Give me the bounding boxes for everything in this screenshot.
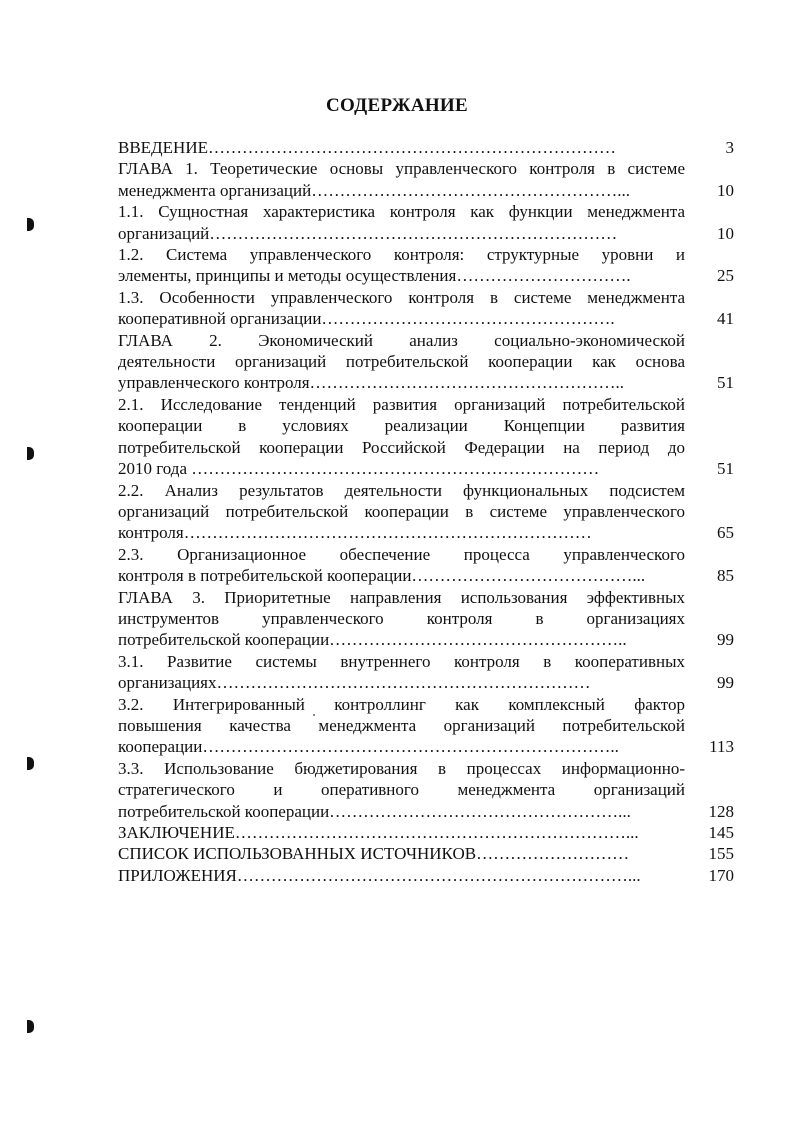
toc-entry-line: потребительской кооперации Российской Федерации на период до: [118, 437, 685, 457]
toc-entry-line: потребительской кооперации……………………………………………...: [118, 801, 631, 821]
toc-entry-line: СПИСОК ИСПОЛЬЗОВАННЫХ ИСТОЧНИКОВ………………………: [118, 844, 630, 864]
toc-page-number: 10: [717, 180, 734, 200]
toc-page-number: 51: [717, 373, 734, 393]
toc-entry-line: инструментов управленческого контроля в организациях: [118, 608, 685, 628]
toc-page-number: 99: [717, 630, 734, 650]
toc-entry-line: повышения качества менеджмента организаций потребительской: [118, 715, 685, 735]
binding-hole-mark: [27, 447, 34, 460]
toc-entry-line: 3.2. Интегрированный контроллинг как комплексный фактор: [118, 694, 685, 714]
toc-entry-line: организаций………………………………………………………………: [118, 223, 618, 243]
toc-page-number: 113: [709, 737, 734, 757]
toc-page-number: 41: [717, 309, 734, 329]
toc-entry: [118, 158, 738, 201]
toc-page-number: 51: [717, 459, 734, 479]
toc-entry: [118, 822, 738, 843]
toc-entry: [118, 865, 738, 886]
toc-entry: [118, 201, 738, 244]
toc-entry-line: менеджмента организаций………………………………………………...: [118, 180, 630, 200]
toc-entry: [118, 694, 738, 758]
toc-entry: [118, 394, 738, 480]
toc-entry-line: ВВЕДЕНИЕ………………………………………………………………: [118, 138, 616, 157]
toc-entry-line: стратегического и оперативного менеджмента организаций: [118, 780, 685, 800]
toc-entry-line: контроля………………………………………………………………: [118, 523, 592, 543]
scan-speck: [313, 714, 315, 716]
toc-entry: [118, 758, 738, 822]
toc-entry-line: потребительской кооперации……………………………………………..: [118, 630, 627, 650]
binding-hole-mark: [27, 757, 34, 770]
toc-entry-line: 2.2. Анализ результатов деятельности функциональных подсистем: [118, 480, 685, 500]
toc-page-number: 155: [708, 844, 734, 864]
toc-entry: [118, 287, 738, 330]
toc-entry-line: элементы, принципы и методы осуществления………………………….: [118, 266, 631, 286]
toc-entry-line: организаций потребительской кооперации в системе управленческого: [118, 501, 685, 521]
toc-entry-line: 1.1. Сущностная характеристика контроля как функции менеджмента: [118, 202, 685, 222]
toc-entry-line: кооперативной организации…………………………………………….: [118, 309, 615, 329]
toc-page-number: 65: [717, 523, 734, 543]
toc-entry: [118, 137, 738, 158]
toc-entry-line: кооперации………………………………………………………………..: [118, 737, 619, 757]
toc-entry-line: организациях…………………………………………………………: [118, 673, 591, 693]
toc-entry-line: деятельности организаций потребительской кооперации как основа: [118, 352, 685, 372]
toc-entry-line: 2.1. Исследование тенденций развития организаций потребительской: [118, 394, 685, 414]
toc-entry-line: ГЛАВА 3. Приоритетные направления использования эффективных: [118, 587, 685, 607]
toc-page-number: 170: [708, 865, 734, 885]
toc-entry: [118, 587, 738, 651]
toc-entry-line: 2.3. Организационное обеспечение процесса управленческого: [118, 544, 685, 564]
toc-page-number: 145: [708, 823, 734, 842]
toc-entry-line: управленческого контроля………………………………………………..: [118, 373, 625, 393]
toc-entry-line: ГЛАВА 1. Теоретические основы управленческого контроля в системе: [118, 159, 685, 179]
toc-entry-line: 2010 года ………………………………………………………………: [118, 459, 600, 479]
toc-entry-line: ГЛАВА 2. Экономический анализ социально-экономической: [118, 330, 685, 350]
toc-entry-line: контроля в потребительской кооперации…………………………………...: [118, 566, 646, 586]
toc-entry: [118, 544, 738, 587]
binding-hole-mark: [27, 1020, 34, 1033]
page-title: СОДЕРЖАНИЕ: [326, 95, 468, 116]
toc-entry-line: ЗАКЛЮЧЕНИЕ……………………………………………………………...: [118, 823, 639, 842]
toc-page-number: 128: [708, 801, 734, 821]
toc-page-number: 85: [717, 566, 734, 586]
toc-entry-line: кооперации в условиях реализации Концепции развития: [118, 416, 685, 436]
table-of-contents: [118, 137, 738, 886]
toc-page-number: 99: [717, 673, 734, 693]
toc-entry-line: 1.2. Система управленческого контроля: структурные уровни и: [118, 245, 685, 265]
toc-entry-line: ПРИЛОЖЕНИЯ……………………………………………………………...: [118, 865, 641, 885]
toc-entry-line: 3.1. Развитие системы внутреннего контроля в кооперативных: [118, 651, 685, 671]
toc-page-number: 3: [725, 138, 734, 157]
toc-page-number: 25: [717, 266, 734, 286]
toc-entry: [118, 480, 738, 544]
toc-page-number: 10: [717, 223, 734, 243]
toc-entry-line: 1.3. Особенности управленческого контроля в системе менеджмента: [118, 287, 685, 307]
toc-entry: [118, 244, 738, 287]
toc-entry: [118, 651, 738, 694]
toc-entry: [118, 843, 738, 864]
binding-hole-mark: [27, 218, 34, 231]
toc-entry: [118, 330, 738, 394]
toc-entry-line: 3.3. Использование бюджетирования в процессах информационно-: [118, 758, 685, 778]
